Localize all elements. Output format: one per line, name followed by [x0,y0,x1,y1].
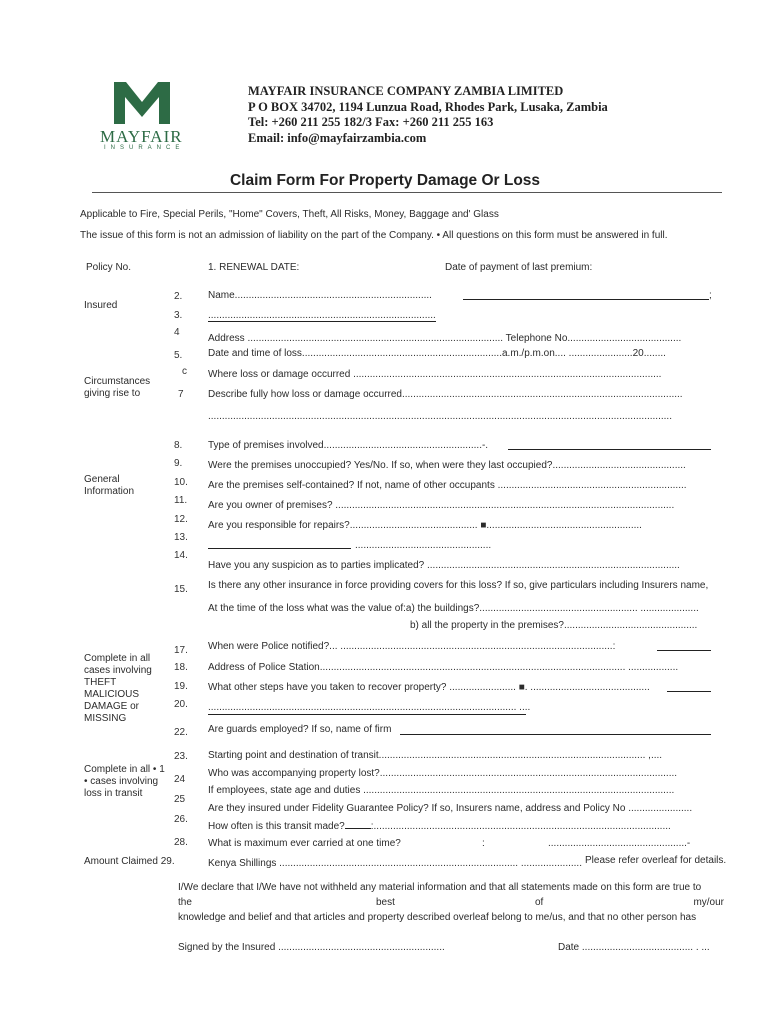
name-underline [463,299,709,300]
guards-field[interactable]: Are guards employed? If so, name of firm [208,724,392,735]
logo-subtitle: INSURANCE [104,145,185,151]
item-number: 14. [174,550,188,561]
date-time-loss-field[interactable]: Date and time of loss........................................................................a.m./p.m.on.... .......................20........ [208,348,666,359]
declaration-line-2 [178,897,724,911]
item-number: 25 [174,794,186,805]
company-phone: Tel: +260 211 255 182/3 Fax: +260 211 255 163 [248,115,494,129]
item-number: 18. [174,662,188,673]
guards-underline [400,734,711,735]
disclaimer-note: The issue of this form is not an admission of liability on the part of the Company. • All questions on this form must be answered in full. [80,230,668,241]
logo-wordmark: MAYFAIR [100,127,183,146]
company-email: Email: info@mayfairzambia.com [248,130,427,145]
other-insurance-field[interactable]: Is there any other insurance in force providing covers for this loss? If so, give particulars including Insurers name, [208,580,709,591]
item-number: 2. [174,291,183,302]
item-number: 23. [174,751,188,762]
line13-dots[interactable]: ................................................. [355,540,492,551]
item-number: 28. [174,837,188,848]
item-number: 7 [178,389,184,400]
line20-field[interactable]: ............................................................................................................... .... [208,702,531,713]
item-number: 26. [174,814,188,825]
premises-type-underline [508,449,711,450]
value-buildings-field[interactable]: At the time of the loss what was the value of:a) the buildings?......................................................... ..................... [208,603,699,614]
self-contained-field[interactable]: Are the premises self-contained? If not, name of other occupants .................................................................... [208,480,687,491]
fidelity-guarantee-field[interactable]: Are they insured under Fidelity Guarantee Policy? If so, Insurers name, address and Policy No ....................... [208,803,693,814]
applicable-note: Applicable to Fire, Special Perils, "Home" Covers, Theft, All Risks, Money, Baggage and' Glass [80,209,499,220]
section-circumstances: Circumstances giving rise to [84,376,151,399]
item-number: 13. [174,532,188,543]
premises-type-field[interactable]: Type of premises involved.........................................................-. [208,440,489,451]
item-number: 8. [174,440,183,451]
kenya-shillings-field[interactable]: Kenya Shillings ...................................................................................... ...................... [208,858,582,869]
transit-frequency-blank [345,828,371,829]
unoccupied-field[interactable]: Were the premises unoccupied? Yes/No. If so, when were they last occupied?................................................ [208,460,686,471]
renewal-date-label: 1. RENEWAL DATE: [208,262,300,273]
suspicion-field[interactable]: Have you any suspicion as to parties implicated? ........................................................................................... [208,560,680,571]
recover-steps-field[interactable]: What other steps have you taken to recover property? ........................ ■. ........................................... [208,682,650,693]
item-number: 9. [174,458,183,469]
recover-underline [667,691,711,692]
company-name: MAYFAIR INSURANCE COMPANY ZAMBIA LIMITED [248,84,564,98]
maximum-dots[interactable]: ..................................................- [548,838,691,849]
item-number: 24 [174,774,186,785]
section-transit: Complete in all • 1 • cases involving loss in transit [84,764,165,799]
transit-frequency-dots: :........................................................................................................... [370,821,671,832]
policy-no-label: Policy No. [86,262,132,273]
police-notified-underline [657,650,711,651]
title-divider [92,192,722,193]
transit-frequency-label: How often is this transit made? [208,821,345,832]
declaration-word: the [178,897,192,908]
declaration-word: of [535,897,544,908]
name-end-mark: ; [709,290,712,301]
section-insured: Insured [84,300,118,311]
company-address: P O BOX 34702, 1194 Lunzua Road, Rhodes Park, Lusaka, Zambia [248,99,608,114]
police-station-field[interactable]: Address of Police Station.............................................................................................................. .................. [208,662,679,673]
signed-by-insured-field[interactable]: Signed by the Insured ............................................................ [178,942,445,953]
section-theft-malicious-damage: Complete in all cases involving THEFT MALICIOUS DAMAGE or MISSING [84,653,152,724]
overleaf-note: Please refer overleaf for details. [585,855,727,866]
item-number: 10. [174,477,188,488]
company-details [248,84,608,146]
line20-underline [208,714,526,715]
item-number: 3. [174,310,183,321]
police-notified-field[interactable]: When were Police notified?... ..................................................................................................: [208,641,616,652]
mayfair-logo-m-icon [112,82,172,124]
item-number: 11. [174,495,188,506]
where-loss-field[interactable]: Where loss or damage occurred ............................................................................................................... [208,369,662,380]
item-number: 5. [174,350,183,361]
item-number: 19. [174,681,188,692]
value-property-field[interactable]: b) all the property in the premises?................................................ [410,620,698,631]
last-premium-label: Date of payment of last premium: [445,262,593,273]
section-general-information: General Information [84,474,135,497]
line13-underline [208,548,351,549]
item-number: 15. [174,584,188,595]
maximum-carried-field[interactable]: What is maximum ever carried at one time? [208,838,401,849]
describe-loss-field[interactable]: Describe fully how loss or damage occurred..................................................................................................... [208,389,683,400]
item-number: 17. [174,645,188,656]
owner-premises-field[interactable]: Are you owner of premises? .......................................................................................................................... [208,500,675,511]
amount-claimed-label: Amount Claimed 29. [84,856,175,867]
accompanying-field[interactable]: Who was accompanying property lost?........................................................................................................... [208,768,678,779]
item-number: c [182,366,187,377]
describe-loss-continued[interactable]: ....................................................................................................................................................................... [208,411,672,422]
item-number: 12. [174,514,188,525]
insured-line[interactable]: .................................................................................. [208,310,436,321]
declaration-word: my/our [693,897,724,908]
item-number: 4 [174,327,180,338]
maximum-colon: : [482,838,485,849]
repairs-field[interactable]: Are you responsible for repairs?.............................................. ■........................................................ [208,520,642,531]
transit-points-field[interactable]: Starting point and destination of transit................................................................................................ ,.... [208,750,663,761]
address-telephone-field[interactable]: Address ............................................................................................ Telephone No......................................... [208,333,682,344]
employees-field[interactable]: If employees, state age and duties ................................................................................................................ [208,785,675,796]
declaration-word: best [376,897,395,908]
declaration-line-1: I/We declare that I/We have not withheld any material information and that all statements made on this form are true to [178,882,702,893]
name-field[interactable]: Name....................................................................... [208,290,432,301]
declaration-line-3: knowledge and belief and that articles and property described overleaf belong to me/us, and that no other person has [178,912,697,923]
transit-frequency-field[interactable] [208,821,671,832]
form-title: Claim Form For Property Damage Or Loss [229,172,541,189]
item-number: 20. [174,699,188,710]
signature-date-field[interactable]: Date ........................................ . ... [558,942,710,953]
item-number: 22. [174,727,188,738]
